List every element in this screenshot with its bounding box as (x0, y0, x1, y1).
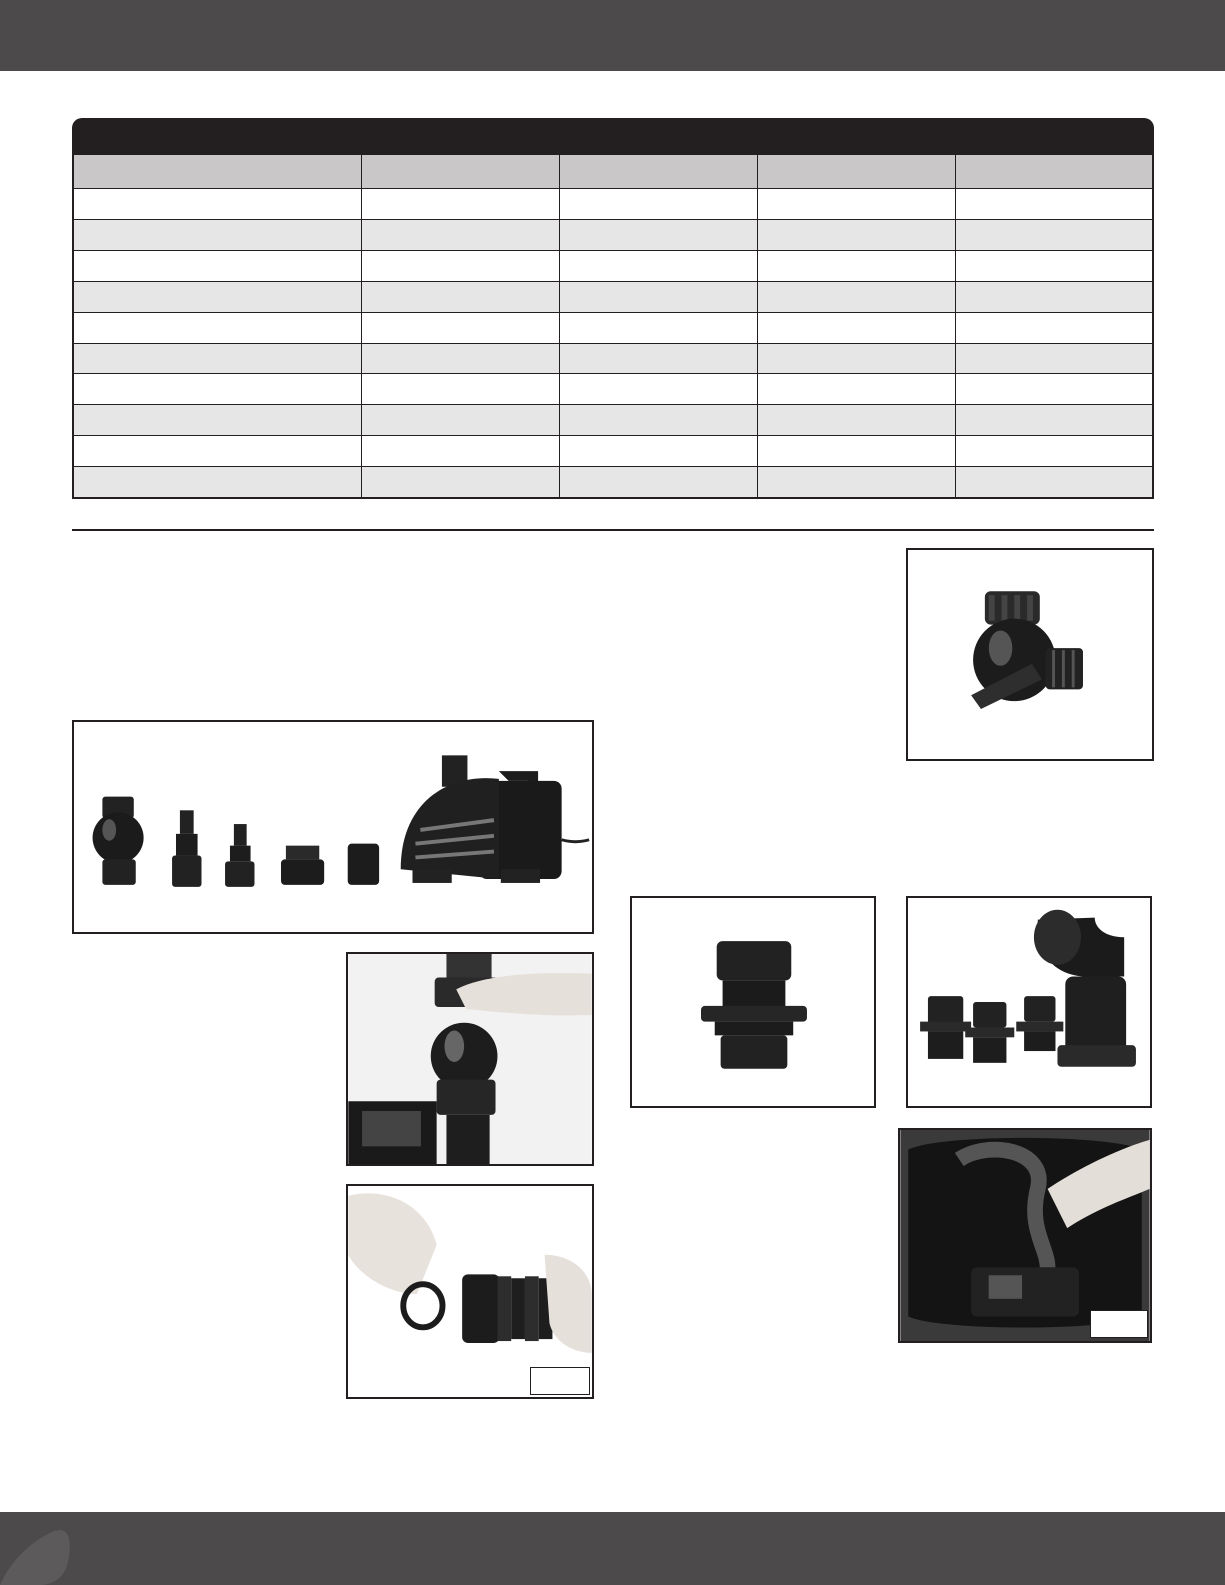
pump-fittings-kit-photo (72, 720, 594, 934)
table-cell (955, 343, 1153, 374)
table-cell (362, 343, 560, 374)
table-cell (362, 312, 560, 343)
table-cell (362, 436, 560, 467)
table-cell (955, 436, 1153, 467)
table-row (73, 405, 1153, 436)
table-cell (560, 189, 758, 220)
o-ring-tubing-photo (346, 1184, 594, 1399)
bulkhead-fitting-photo (630, 896, 876, 1108)
specification-table (72, 118, 1154, 499)
section-divider (72, 529, 1154, 531)
figure-label (530, 1367, 590, 1395)
table-cell (757, 467, 955, 498)
adapters-elbow-photo (906, 896, 1152, 1108)
table-cell (73, 405, 362, 436)
table-cell (955, 281, 1153, 312)
table-cell (560, 436, 758, 467)
table-cell (955, 220, 1153, 251)
table-cell (955, 312, 1153, 343)
table-cell (955, 250, 1153, 281)
table-cell (362, 405, 560, 436)
table-cell (757, 220, 955, 251)
bulkhead-icon (632, 898, 874, 1106)
table-row (73, 374, 1153, 405)
table-row (73, 312, 1153, 343)
table-cell (73, 281, 362, 312)
table-cell (560, 467, 758, 498)
table-cell (362, 374, 560, 405)
table-cell (757, 436, 955, 467)
table-cell (362, 189, 560, 220)
o-ring-icon (348, 1186, 592, 1397)
table-cell (757, 374, 955, 405)
table-cell (73, 189, 362, 220)
table-cell (73, 374, 362, 405)
table-cell (73, 220, 362, 251)
table-row (73, 281, 1153, 312)
table-row (73, 220, 1153, 251)
table-cell (362, 250, 560, 281)
table-column-header-row (73, 155, 1153, 189)
table-cell (560, 250, 758, 281)
table-row (73, 343, 1153, 374)
table-row (73, 467, 1153, 498)
table-cell (757, 281, 955, 312)
table-cell (757, 189, 955, 220)
specification-table-title-bar (72, 118, 1154, 154)
table-cell (560, 220, 758, 251)
table-cell (362, 467, 560, 498)
table-cell (757, 312, 955, 343)
table-cell (560, 405, 758, 436)
table-cell (73, 436, 362, 467)
table-cell (955, 374, 1153, 405)
table-cell (560, 281, 758, 312)
table-cell (73, 343, 362, 374)
specification-grid (72, 154, 1154, 499)
pump-in-basin-photo (898, 1128, 1152, 1343)
table-cell (955, 467, 1153, 498)
table-row (73, 189, 1153, 220)
brand-leaf-icon (0, 1512, 72, 1585)
table-cell (757, 343, 955, 374)
check-valve-install-photo (346, 952, 594, 1166)
footer-bar (0, 1512, 1225, 1585)
pump-kit-icon (74, 722, 592, 932)
table-cell (73, 155, 362, 189)
table-cell (955, 155, 1153, 189)
table-cell (757, 155, 955, 189)
table-cell (362, 155, 560, 189)
swivel-check-valve-photo (906, 548, 1154, 761)
table-cell (73, 467, 362, 498)
table-row (73, 250, 1153, 281)
figure-label (1090, 1310, 1148, 1338)
table-cell (560, 155, 758, 189)
swivel-valve-icon (908, 550, 1152, 759)
table-cell (362, 220, 560, 251)
top-header-bar (0, 0, 1225, 71)
table-cell (560, 312, 758, 343)
table-cell (955, 405, 1153, 436)
adapters-icon (908, 898, 1150, 1106)
table-cell (560, 343, 758, 374)
table-cell (757, 250, 955, 281)
table-row (73, 436, 1153, 467)
hand-install-icon (348, 954, 592, 1164)
table-cell (73, 250, 362, 281)
table-cell (73, 312, 362, 343)
table-cell (955, 189, 1153, 220)
table-cell (757, 405, 955, 436)
table-cell (560, 374, 758, 405)
table-cell (362, 281, 560, 312)
